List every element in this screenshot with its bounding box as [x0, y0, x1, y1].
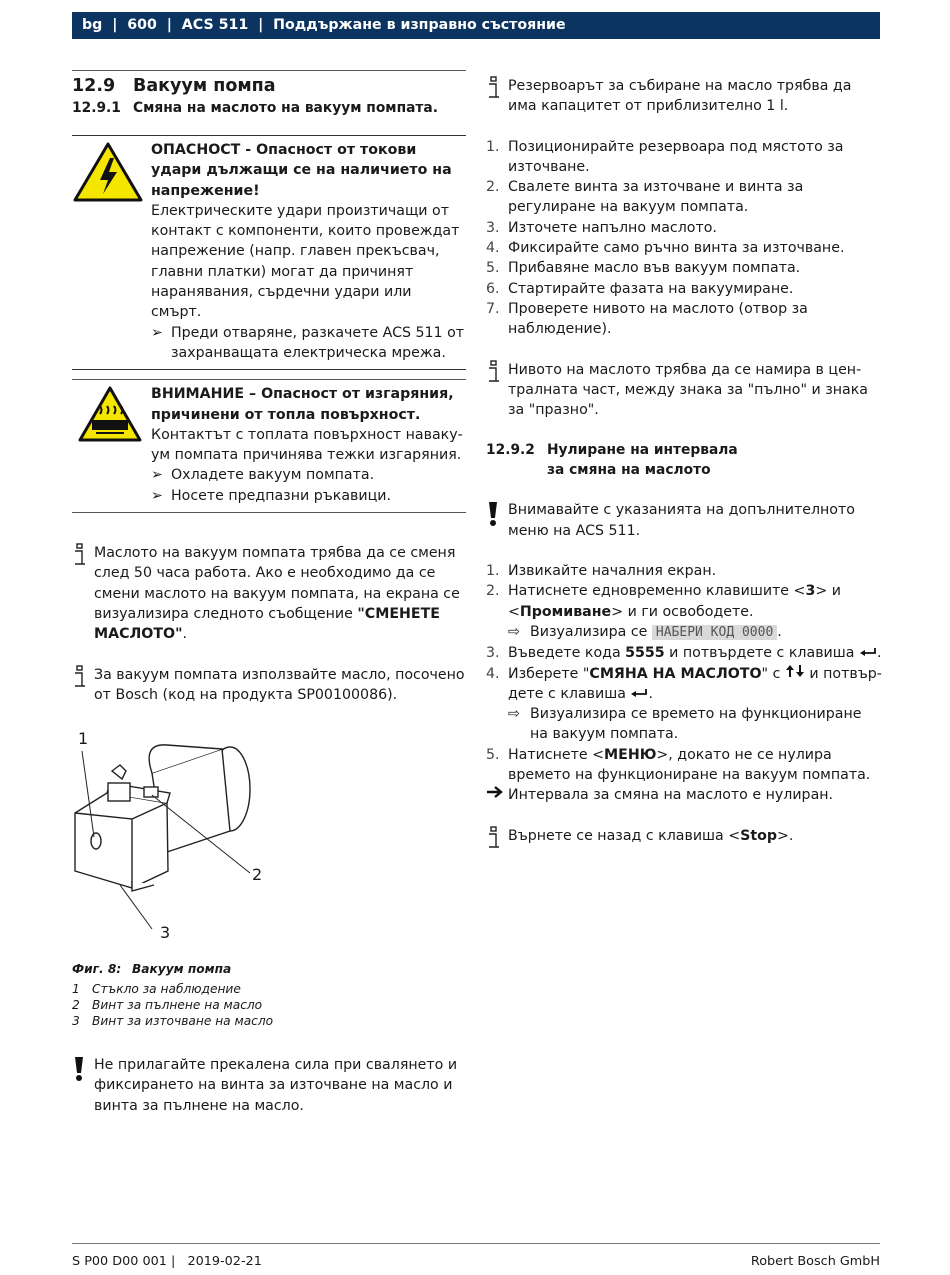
- text: Натиснете едновременно клавишите <: [508, 583, 806, 600]
- text: Натиснете <: [508, 746, 605, 763]
- electric-hazard-icon: [72, 140, 151, 363]
- exclamation-icon: [486, 500, 508, 541]
- section-number: 12.9: [72, 76, 116, 96]
- step-text: [508, 581, 882, 622]
- figure-title: Вакуум помпа: [132, 962, 232, 977]
- section-title: [72, 74, 466, 98]
- text: > и <: [508, 583, 841, 620]
- final-result: [486, 785, 882, 805]
- hot-surface-icon: [72, 384, 151, 506]
- subsection-title: [72, 98, 466, 118]
- info-icon: [486, 360, 508, 421]
- caution-step: [151, 486, 466, 506]
- note-text: Маслото на вакуум помпата трябва да се сменя след 50 часа работа. Ако е необходимо да се смени маслото на вакуум помпата, на екрана се визуализира следното съобщение: [94, 545, 460, 622]
- enter-key-icon: [859, 645, 877, 661]
- lcd-display: НАБЕРИ КОД 0000: [652, 625, 777, 640]
- figure-caption: [72, 961, 466, 977]
- arrow-icon: ➢: [151, 467, 163, 484]
- note-text-end: >.: [777, 827, 794, 844]
- step-result: [486, 704, 882, 745]
- note-text: Върнете се назад с клавиша <: [508, 827, 741, 844]
- note-text-end: .: [182, 626, 188, 643]
- figure-legend: [72, 981, 466, 1029]
- danger-rule-bottom: [72, 369, 466, 370]
- footer-doc-id: S P00 D00 001 | 2019-02-21: [72, 1254, 262, 1269]
- danger-box: [72, 136, 466, 369]
- footer-company: Robert Bosch GmbH: [750, 1254, 880, 1269]
- result-arrow-icon: ⇨: [508, 623, 520, 640]
- step-number: 1.: [486, 563, 500, 580]
- step-number: 5.: [486, 746, 500, 763]
- result-text: Интервала за смяна на маслото е нулиран.: [508, 787, 834, 804]
- legend-text: Винт за източване на масло: [92, 1014, 274, 1029]
- legend-num: 1: [72, 982, 80, 997]
- arrow-icon: ➢: [151, 487, 163, 504]
- text: Въведете кода: [508, 645, 626, 662]
- key-name: МЕНЮ: [604, 746, 657, 763]
- list-item: [486, 561, 882, 581]
- legend-text: Стъкло за наблюдение: [92, 982, 241, 997]
- figure-label-1: 1: [78, 729, 89, 749]
- text: >, докато не се нулира времето на функциониране на вакуум помпата.: [508, 746, 871, 784]
- page-footer: [72, 1243, 880, 1272]
- legend-num: 2: [72, 998, 80, 1013]
- legend-num: 3: [72, 1014, 80, 1029]
- list-item: [486, 238, 882, 258]
- step-text: [530, 622, 882, 643]
- note-text: За вакуум помпата използвайте масло, посочено от Bosch (код на продукта SP00100086).: [94, 666, 465, 703]
- text: > и ги освободете.: [611, 603, 754, 620]
- step-text: Свалете винта за източване и винта за регулиране на вакуум помпата.: [508, 179, 804, 216]
- step-number: 6.: [486, 280, 500, 297]
- step-number: 3.: [486, 219, 500, 236]
- subsection-number: 12.9.2: [486, 442, 535, 459]
- subsection-number: 12.9.1: [72, 100, 121, 116]
- figure-label-2: 2: [252, 865, 263, 885]
- step-number: 7.: [486, 300, 500, 317]
- result-bold-arrow-icon: [486, 785, 508, 805]
- menu-name: СМЯНА НА МАСЛОТО: [589, 665, 762, 682]
- list-item: [486, 664, 882, 705]
- step-text: [508, 745, 882, 786]
- info-note: [486, 826, 882, 856]
- text: Изберете ": [508, 665, 590, 682]
- left-column: [72, 70, 466, 1116]
- step-number: 2.: [486, 179, 500, 196]
- caution-note-text: Не прилагайте прекалена сила при свалянето и фиксирането на винта за източване на масло и винта за пълнене на масло.: [94, 1057, 458, 1114]
- figure-number: Фиг. 8:: [72, 962, 122, 977]
- caution-body: Контактът с топлата повърхност навакуум помпата причинява тежки изгаряния.: [151, 426, 463, 464]
- result-arrow-icon: ⇨: [508, 706, 520, 723]
- caution-step: [151, 465, 466, 485]
- note-text: Нивото на маслото трябва да се намира в централната част, между знака за "пълно" и знака за "празно".: [508, 361, 868, 419]
- list-item: [486, 177, 882, 218]
- key-name: Stop: [740, 827, 778, 844]
- section-title-text: Вакуум помпа: [133, 76, 276, 96]
- danger-heading: ОПАСНОСТ - Опасност от токови удари дължащи се на наличието на напрежение!: [151, 142, 452, 199]
- list-item: [486, 643, 882, 663]
- info-icon: [72, 665, 94, 706]
- reset-steps: [486, 561, 882, 806]
- caution-step-text: Носете предпазни ръкавици.: [171, 487, 391, 504]
- info-icon: [486, 76, 508, 117]
- step-text: Извикайте началния екран.: [508, 563, 717, 580]
- exclamation-icon: [72, 1055, 94, 1116]
- caution-box: [72, 380, 466, 512]
- list-item: [486, 581, 882, 622]
- subsection-2-title: [486, 440, 882, 480]
- legend-item: [72, 997, 466, 1013]
- text: и потвърдете с клавиша: [508, 665, 882, 702]
- step-text: Стартирайте фазата на вакуумиране.: [508, 280, 794, 297]
- figure-vacuum-pump: [72, 729, 466, 961]
- danger-step-text: Преди отваряне, разкачете ACS 511 от захранващата електрическа мрежа.: [171, 324, 465, 361]
- figure-label-3: 3: [160, 923, 171, 943]
- list-item: [486, 745, 882, 786]
- right-column: [486, 70, 882, 856]
- attention-note: [486, 500, 882, 541]
- note-message: "СМЕНЕТЕ МАСЛОТО": [94, 605, 440, 643]
- note-text: Резервоарът за събиране на масло трябва да има капацитет от приблизително 1 l.: [508, 78, 852, 115]
- step-text: Въведете кода 5555 и потвърдете с клавиша .: [508, 645, 882, 662]
- info-icon: [72, 543, 94, 644]
- legend-text: Винт за пълнене на масло: [92, 998, 263, 1013]
- subsection-title-line: Нулиране на интервала: [547, 442, 738, 459]
- arrow-icon: ➢: [151, 324, 163, 341]
- list-item: [486, 137, 882, 178]
- text: Визуализира се: [530, 623, 652, 640]
- list-item: [486, 218, 882, 238]
- step-number: 1.: [486, 138, 500, 155]
- caution-heading: ВНИМАНИЕ – Опасност от изгаряния, причинени от топла повърхност.: [151, 386, 454, 423]
- step-number: 4.: [486, 665, 500, 682]
- page-header: bg | 600 | ACS 511 | Поддържане в изправно състояние: [72, 12, 880, 39]
- step-text: Визуализира се времето на функциониране на вакуум помпата.: [530, 706, 862, 743]
- legend-item: [72, 981, 466, 997]
- step-number: 2.: [486, 583, 500, 600]
- caution-rule-bottom: [72, 512, 466, 513]
- vacuum-pump-drawing: [72, 733, 292, 961]
- code: 5555: [625, 645, 665, 662]
- subsection-title-text: Смяна на маслото на вакуум помпата.: [133, 100, 438, 116]
- arrow-down-icon: [795, 666, 805, 682]
- info-note: [486, 76, 882, 117]
- step-text: Източете напълно маслото.: [508, 219, 717, 236]
- subsection-title-line: за смяна на маслото: [547, 462, 711, 479]
- step-number: 4.: [486, 240, 500, 257]
- info-icon: [486, 826, 508, 856]
- text: .: [777, 623, 782, 640]
- arrow-up-icon: [785, 666, 795, 682]
- legend-item: [72, 1013, 466, 1029]
- info-note: [72, 543, 466, 644]
- step-text: Изберете "СМЯНА НА МАСЛОТО" с и потвърдете с клавиша .: [508, 665, 882, 702]
- step-number: 3.: [486, 645, 500, 662]
- step-number: 5.: [486, 260, 500, 277]
- danger-step: [151, 323, 466, 364]
- step-text: Проверете нивото на маслото (отвор за наблюдение).: [508, 300, 808, 338]
- info-note: [72, 665, 466, 706]
- list-item: [486, 258, 882, 278]
- danger-body: Електрическите удари произтичащи от контакт с компоненти, които провеждат напрежение (напр. главен прекъсвач, главни платки) могат да причинят наранявания, сърдечни удари или смърт.: [151, 202, 460, 321]
- info-note: [486, 360, 882, 421]
- text: и потвърдете с клавиша: [664, 645, 859, 662]
- list-item: [486, 299, 882, 340]
- caution-step-text: Охладете вакуум помпата.: [171, 467, 375, 484]
- step-text: Прибавяне масло във вакуум помпата.: [508, 260, 801, 277]
- step-text: Фиксирайте само ръчно винта за източване.: [508, 240, 845, 257]
- section-rule: [72, 70, 466, 71]
- list-item: [486, 279, 882, 299]
- text: " с: [761, 665, 785, 682]
- step-result: [486, 622, 882, 643]
- key-name: Промиване: [519, 603, 612, 620]
- caution-note: [72, 1055, 466, 1116]
- attention-text: Внимавайте с указанията на допълнителното меню на ACS 511.: [508, 502, 855, 539]
- key-name: 3: [805, 583, 816, 600]
- step-text: Позиционирайте резервоара под мястото за източване.: [508, 138, 844, 175]
- enter-key-icon: [630, 686, 648, 702]
- procedure-steps: [486, 137, 882, 340]
